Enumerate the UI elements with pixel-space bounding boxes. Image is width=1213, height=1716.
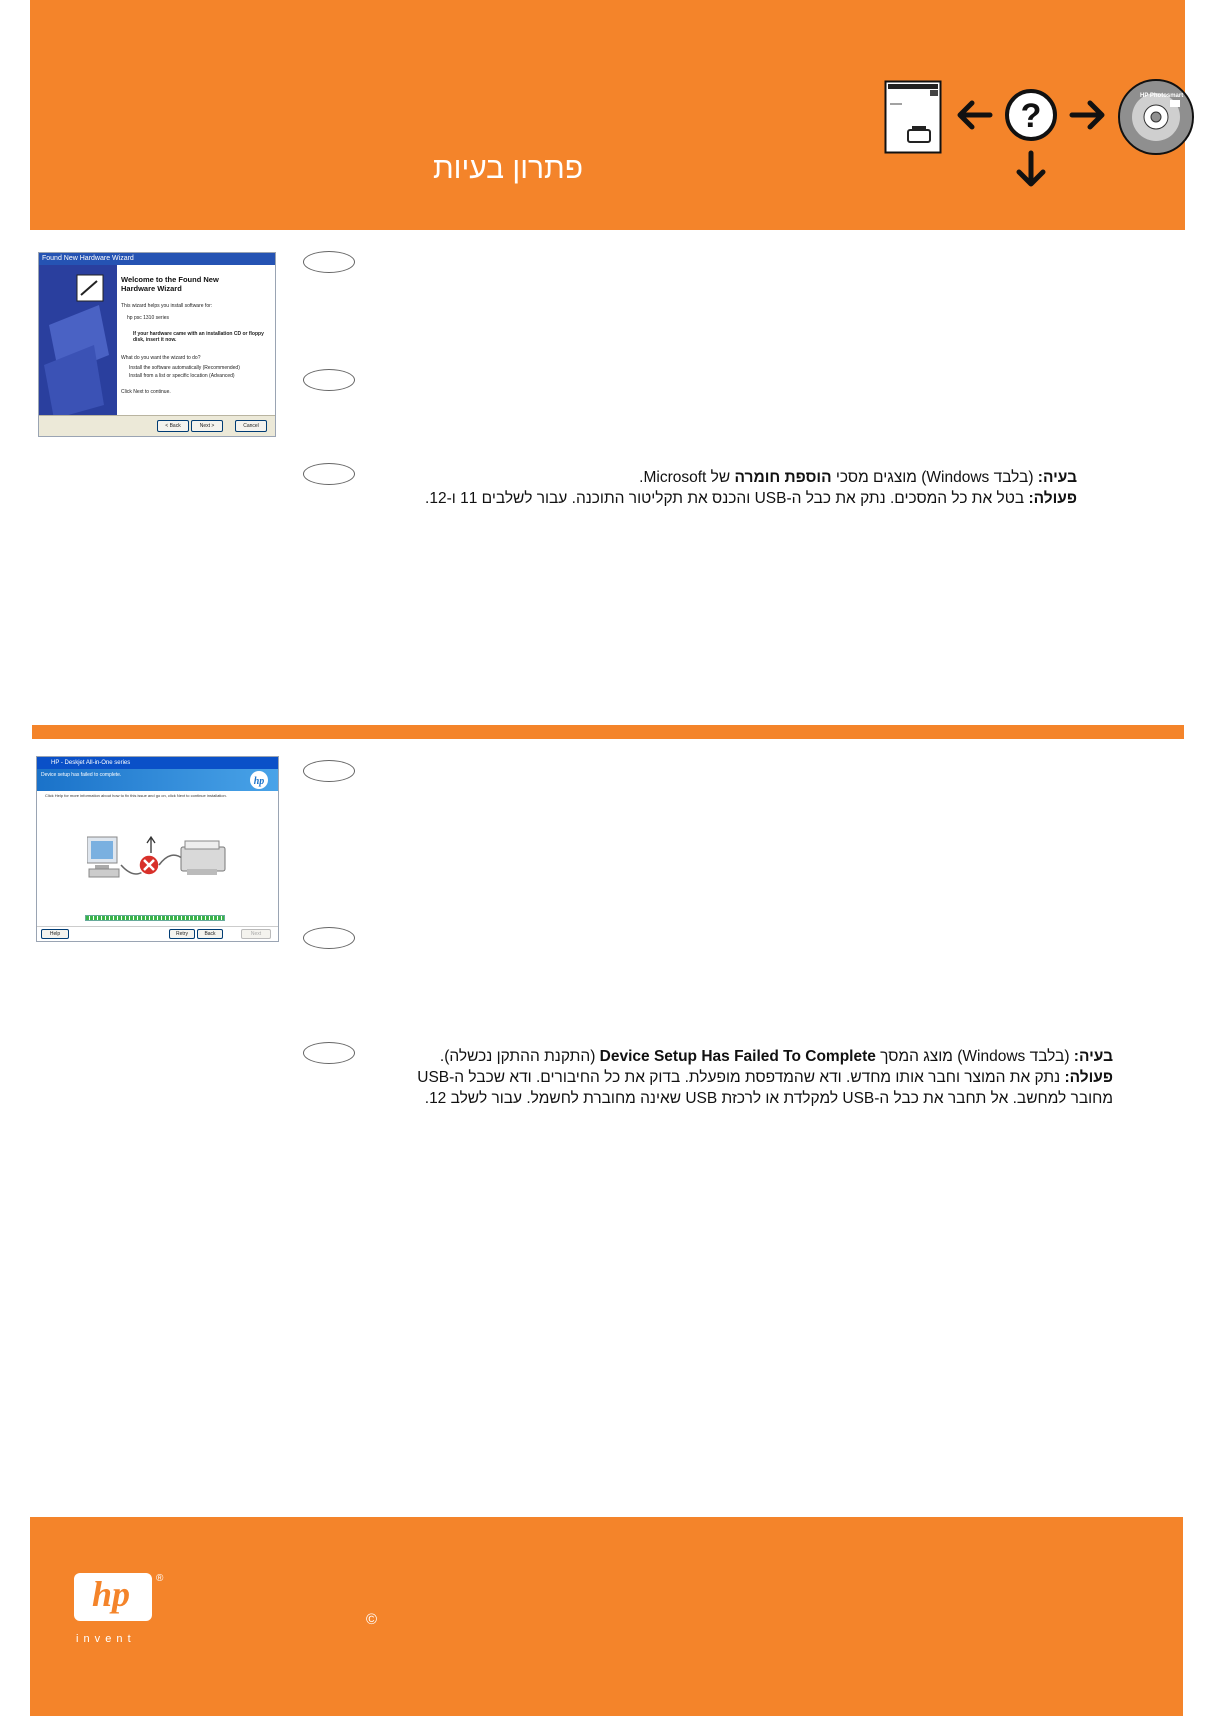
screenshot-window-title: HP - Deskjet All-in-One series xyxy=(37,757,278,769)
action-line xyxy=(417,1067,1113,1088)
problem-highlight: Device Setup Has Failed To Complete xyxy=(599,1048,876,1065)
screenshot-window-title: Found New Hardware Wizard xyxy=(39,253,275,265)
problem-label: בעיה: xyxy=(1037,469,1077,486)
wizard-side-graphic xyxy=(39,265,117,419)
wizard-radio-option: Install the software automatically (Recommended) xyxy=(129,365,240,371)
step-marker-oval xyxy=(303,251,355,273)
hp-logo-icon xyxy=(248,770,270,790)
problem-text-end: (התקנת ההתקן נכשלה). xyxy=(439,1048,600,1065)
setup-body xyxy=(37,791,278,942)
wizard-next-button: Next > xyxy=(191,420,223,432)
arrow-down-icon xyxy=(1013,150,1049,190)
help-question-icon xyxy=(1003,87,1059,143)
manual-booklet-icon xyxy=(884,80,942,154)
wizard-content xyxy=(117,265,275,419)
problem-text: (בלבד Windows) מוצג המסך xyxy=(875,1048,1074,1065)
invent-tagline: i n v e n t xyxy=(76,1633,132,1645)
setup-help-button: Help xyxy=(41,929,69,939)
problem-text-end: של Microsoft. xyxy=(639,469,735,486)
hp-logo-text: hp xyxy=(91,1574,131,1614)
setup-retry-button: Retry xyxy=(169,929,195,939)
step-marker-oval xyxy=(303,760,355,782)
arrow-right-icon xyxy=(1068,98,1108,132)
header-banner xyxy=(30,0,1185,230)
software-cd-icon xyxy=(1117,78,1195,156)
problem-text: (בלבד Windows) מוצגים מסכי xyxy=(831,469,1038,486)
problem-line xyxy=(417,1046,1113,1067)
footer-banner xyxy=(30,1517,1183,1716)
wizard-line: Click Next to continue. xyxy=(121,389,171,395)
problem-line xyxy=(425,467,1077,488)
navigation-icons xyxy=(884,78,1194,196)
action-text: בטל את כל המסכים. נתק את כבל ה-USB והכנס את תקליטור התוכנה. עבור לשלבים 11 ו-12. xyxy=(425,490,1029,507)
progress-bar xyxy=(85,915,225,921)
wizard-radio-option: Install from a list or specific location (Advanced) xyxy=(129,373,235,379)
section-divider xyxy=(32,725,1184,739)
setup-instruction: Click Help for more information about how to fix this issue and go on, click Next to continue installation. xyxy=(45,793,227,798)
wizard-back-button: < Back xyxy=(157,420,189,432)
step-marker-oval xyxy=(303,369,355,391)
problem-action-block-2 xyxy=(417,1046,1113,1109)
setup-button-bar xyxy=(37,926,278,941)
cd-label: HP Photosmart xyxy=(1140,93,1184,99)
setup-back-button: Back xyxy=(197,929,223,939)
action-label: פעולה: xyxy=(1064,1069,1113,1086)
page-title: פתרון בעיות xyxy=(432,152,584,185)
banner-text: Device setup has failed to complete. xyxy=(41,772,122,778)
problem-highlight: הוספת חומרה xyxy=(734,469,832,486)
wizard-heading: Welcome to the Found New Hardware Wizard xyxy=(121,275,219,293)
arrow-left-icon xyxy=(954,98,994,132)
device-setup-failed-screenshot xyxy=(36,756,279,942)
action-line xyxy=(425,488,1077,509)
copyright-symbol: © xyxy=(366,1611,378,1628)
problem-label: בעיה: xyxy=(1073,1048,1113,1065)
wizard-line: hp psc 1310 series xyxy=(127,315,169,321)
wizard-line: This wizard helps you install software for: xyxy=(121,303,213,309)
problem-action-block-1 xyxy=(425,467,1077,509)
wizard-line: If your hardware came with an installation CD or floppy disk, insert it now. xyxy=(133,331,264,343)
computer-printer-disconnected-icon xyxy=(87,835,237,891)
action-text: נתק את המוצר וחבר אותו מחדש. ודא שהמדפסת מופעלת. בדוק את כל החיבורים. ודא שכבל ה-USB xyxy=(417,1069,1065,1086)
registered-mark: ® xyxy=(156,1573,164,1584)
svg-text:hp: hp xyxy=(253,776,265,787)
svg-text:?: ? xyxy=(1020,97,1042,135)
action-line-continued: מחובר למחשב. אל תחבר את כבל ה-USB למקלדת או לרכזת USB שאינה מחוברת לחשמל. עבור לשלב 12. xyxy=(424,1090,1113,1107)
found-new-hardware-screenshot xyxy=(38,252,276,437)
wizard-cancel-button: Cancel xyxy=(235,420,267,432)
step-marker-oval xyxy=(303,463,355,485)
wizard-button-bar xyxy=(39,415,275,436)
setup-next-button: Next xyxy=(241,929,271,939)
wizard-line: What do you want the wizard to do? xyxy=(121,355,201,361)
step-marker-oval xyxy=(303,1042,355,1064)
action-label: פעולה: xyxy=(1028,490,1077,507)
setup-banner xyxy=(37,769,278,791)
step-marker-oval xyxy=(303,927,355,949)
wizard-banner-art-icon xyxy=(39,265,117,419)
